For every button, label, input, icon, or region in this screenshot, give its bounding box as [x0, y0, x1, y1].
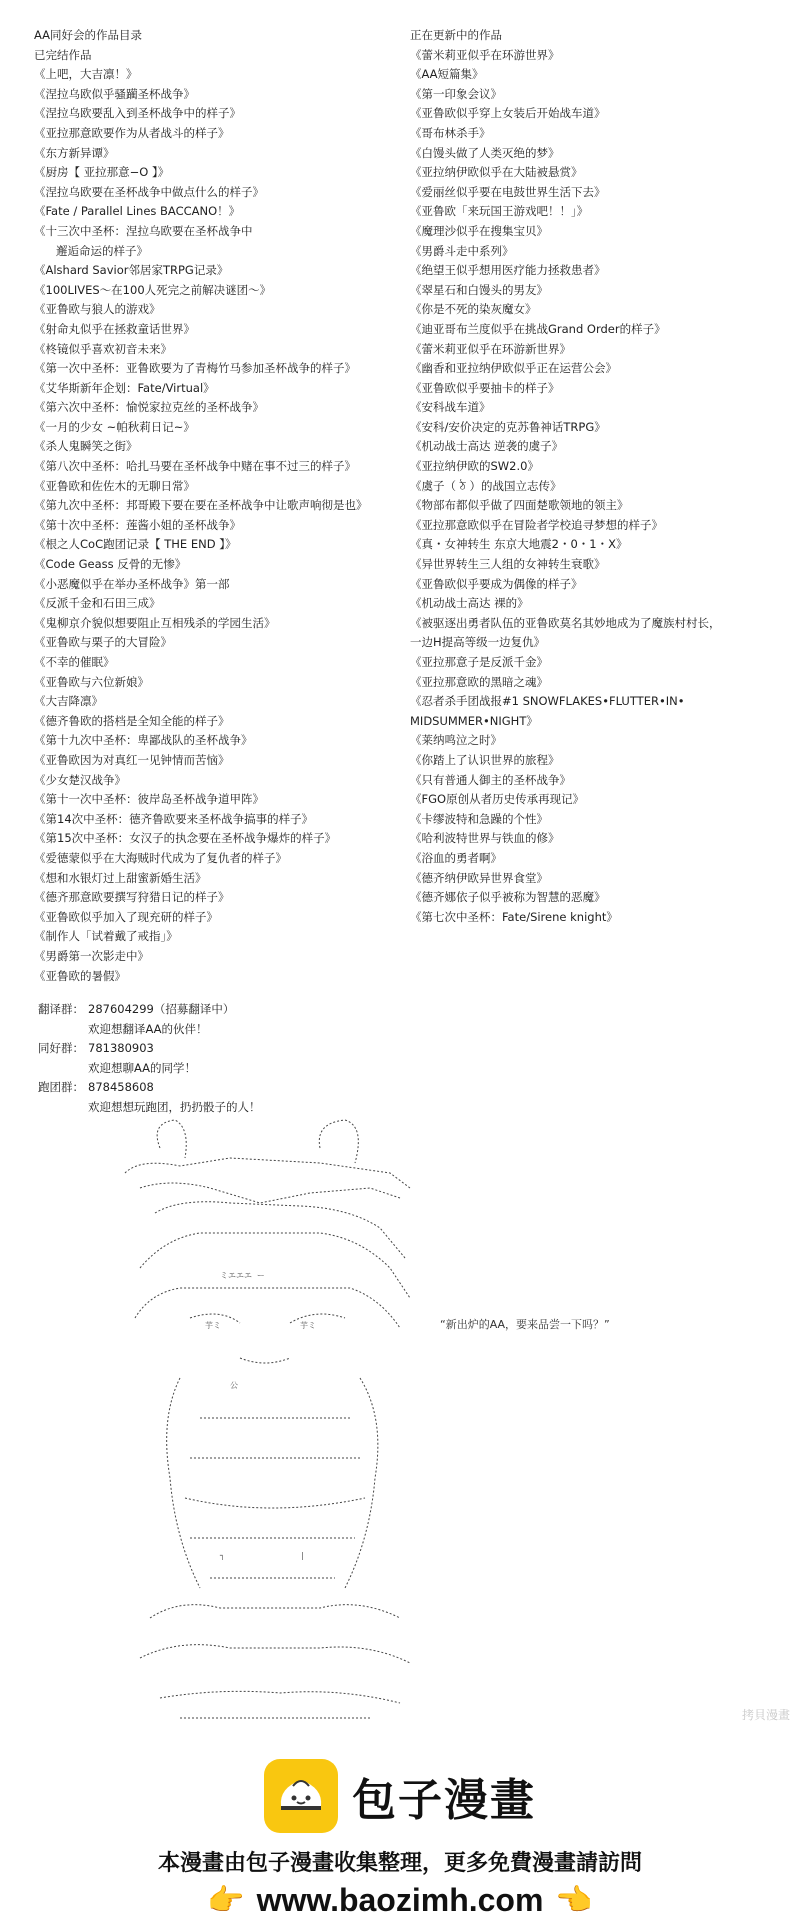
ascii-art-character [120, 1118, 430, 1723]
promo-banner [0, 1748, 800, 1930]
work-title: 《Fate / Parallel Lines BACCANO！》 [34, 204, 241, 219]
work-title: 《东方新异谭》 [34, 145, 115, 160]
work-title: 《涅拉乌欧要乱入到圣杯战争中的样子》 [34, 106, 241, 121]
svg-text:|: | [300, 1551, 305, 1560]
work-title: 《涅拉乌欧似乎骚躏圣杯战争》 [34, 86, 195, 101]
pointing-left-hand-icon: 👈 [555, 1883, 593, 1918]
work-title: 《蕾米莉亚似乎在环游世界》 [410, 47, 560, 62]
work-title: 《Code Geass 反骨的无惨》 [34, 557, 187, 572]
bun-icon [273, 1768, 329, 1824]
work-title: 《小恶魔似乎在举办圣杯战争》第一部 [34, 576, 230, 591]
work-title: 《亚鲁欧「来玩国王游戏吧！！」》 [410, 204, 589, 219]
work-title: 《第十一次中圣杯：彼岸岛圣杯战争道甲阵》 [34, 792, 264, 807]
work-title: 《亚鲁欧似乎穿上女装后开始战车道》 [410, 106, 606, 121]
work-title: 《第十次中圣杯：莲酱小姐的圣杯战争》 [34, 517, 241, 532]
work-title: 《德齐纳伊欧异世界食堂》 [410, 870, 548, 885]
work-title: 《亚鲁欧因为对真红一见钟情而苦恼》 [34, 752, 230, 767]
group-info [38, 1000, 261, 1118]
group-label: 跑团群： [38, 1080, 84, 1095]
work-title: 《浴血的勇者啊》 [410, 850, 502, 865]
section-heading: 已完结作品 [34, 47, 92, 62]
work-title: 《想和水银灯过上甜蜜新婚生活》 [34, 870, 207, 885]
work-title: 《亚拉纳伊欧的SW2.0》 [410, 459, 539, 474]
work-title: 《忍者杀手团战报#1 SNOWFLAKES•FLUTTER•IN• [410, 694, 685, 709]
work-title: 《幽香和亚拉纳伊欧似乎正在运营公会》 [410, 361, 617, 376]
group-number: 781380903 [88, 1041, 154, 1056]
work-title: 《亚鲁欧的暑假》 [34, 968, 126, 983]
brand-row [0, 1756, 800, 1836]
brand-name: 包子漫畫 [352, 1775, 536, 1826]
work-title: 《第十九次中圣杯：卑鄙战队的圣杯战争》 [34, 733, 253, 748]
svg-text:芋ミ: 芋ミ [205, 1321, 221, 1330]
group-note: 欢迎想聊AA的同学！ [88, 1060, 197, 1075]
work-title: 《一月的少女 ~帕秋莉日记~》 [34, 419, 195, 434]
work-title: 《鬼柳京介貌似想要阻止互相残杀的学园生活》 [34, 615, 276, 630]
work-title: 《上吧，大吉凛！》 [34, 67, 138, 82]
work-title: 《十三次中圣杯：涅拉乌欧要在圣杯战争中 [34, 223, 253, 238]
work-title: 《亚鲁欧和佐佐木的无聊日常》 [34, 478, 195, 493]
work-title: 《亚鲁欧与狼人的游戏》 [34, 302, 161, 317]
pointing-right-hand-icon: 👉 [207, 1883, 245, 1918]
completed-works-column [34, 26, 394, 986]
url-row [0, 1882, 800, 1919]
work-title: 《涅拉乌欧要在圣杯战争中做点什么的样子》 [34, 184, 264, 199]
work-title: 《你踏上了认识世界的旅程》 [410, 752, 560, 767]
work-title: 《少女楚汉战争》 [34, 772, 126, 787]
group-label: 翻译群： [38, 1002, 84, 1016]
work-title: 《哈利波特世界与铁血的修》 [410, 831, 560, 846]
work-title: 《迪亚哥布兰度似乎在挑战Grand Order的样子》 [410, 321, 666, 336]
work-title: 《AA短篇集》 [410, 67, 484, 82]
work-title: 《第一次中圣杯：亚鲁欧要为了青梅竹马参加圣杯战争的样子》 [34, 361, 356, 376]
svg-text:┐: ┐ [220, 1551, 225, 1560]
group-note: 欢迎想翻译AA的伙伴！ [88, 1021, 208, 1036]
work-title: 《德齐娜依子似乎被称为智慧的恶魔》 [410, 890, 606, 905]
work-title: 《亚鲁欧与六位新娘》 [34, 674, 149, 689]
work-title: 《哥布林杀手》 [410, 125, 491, 140]
work-title: 《蕾米莉亚似乎在环游新世界》 [410, 341, 571, 356]
work-title: 《安科/安价决定的克苏鲁神话TRPG》 [410, 419, 606, 434]
work-title: 《安科战车道》 [410, 400, 491, 415]
work-title: 《第一印象会议》 [410, 86, 502, 101]
work-title: 《魔理沙似乎在搜集宝贝》 [410, 223, 548, 238]
work-title: 《厨房【 亚拉那意−O 】》 [34, 165, 170, 180]
work-title: 《第八次中圣杯：哈扎马要在圣杯战争中赌在事不过三的样子》 [34, 459, 356, 474]
work-title: 《亚鲁欧似乎加入了现充研的样子》 [34, 909, 218, 924]
work-title: 《亚拉纳伊欧似乎在大陆被悬赏》 [410, 165, 583, 180]
group-note: 欢迎想想玩跑团，扔扔骰子的人！ [88, 1099, 261, 1114]
svg-text:公: 公 [230, 1381, 238, 1390]
work-title: 《只有普通人御主的圣杯战争》 [410, 772, 571, 787]
work-title: 《亚拉那意欧的黑暗之魂》 [410, 674, 548, 689]
watermark: 拷貝漫畫 [741, 1708, 790, 1722]
group-number: 287604299（招募翻译中） [88, 1002, 235, 1016]
work-title: 《爱德蒙似乎在大海贼时代成为了复仇者的样子》 [34, 850, 287, 865]
site-url-link[interactable]: www.baozimh.com [256, 1882, 544, 1918]
ongoing-works-column [410, 26, 790, 927]
work-title: 邂逅命运的样子》 [56, 243, 148, 258]
work-title: 《异世界转生三人组的女神转生衰歌》 [410, 557, 606, 572]
work-title: 《白馒头做了人类灭绝的梦》 [410, 145, 560, 160]
work-title: 《德齐鲁欧的搭档是全知全能的样子》 [34, 713, 230, 728]
aa-quote: “新出炉的AA，要来品尝一下吗？” [440, 1318, 610, 1331]
work-title: 《翠星石和白馒头的男友》 [410, 282, 548, 297]
work-title: 《物部布都似乎做了四面楚歌领地的领主》 [410, 498, 629, 513]
work-title: 《被驱逐出勇者队伍的亚鲁欧莫名其妙地成为了魔族村村长， [410, 615, 721, 630]
work-title: 《男爵第一次影走中》 [34, 948, 149, 963]
work-title: 《FGO原创从者历史传承再现记》 [410, 792, 585, 807]
work-title: 《亚鲁欧与栗子的大冒险》 [34, 635, 172, 650]
work-title: MIDSUMMER•NIGHT》 [410, 713, 538, 728]
work-title: 《制作人「试着戴了戒指」》 [34, 929, 178, 944]
work-title: 《亚鲁欧似乎要成为偶像的样子》 [410, 576, 583, 591]
work-title: 《绝望王似乎想用医疗能力拯救患者》 [410, 263, 606, 278]
work-title: 《虞子（ ঠ ）的战国立志传》 [410, 478, 562, 493]
work-title: 《爱丽丝似乎要在电鼓世界生活下去》 [410, 184, 606, 199]
work-title: 《柊镜似乎喜欢初音未来》 [34, 341, 172, 356]
trpg-group [38, 1078, 261, 1117]
work-title: 《亚拉那意欧似乎在冒险者学校追寻梦想的样子》 [410, 517, 663, 532]
work-title: 一边H提高等级一边复仇》 [410, 635, 546, 650]
work-title: 《根之人CoC跑团记录【 THE END 】》 [34, 537, 237, 552]
work-title: 《Alshard Savior邻居家TRPG记录》 [34, 263, 229, 278]
group-label: 同好群： [38, 1041, 84, 1056]
work-title: 《第九次中圣杯：邦哥殿下要在要在圣杯战争中让歌声响彻是也》 [34, 498, 368, 513]
baozi-logo-icon [264, 1759, 338, 1833]
work-title: 《亚拉那意欧要作为从者战斗的样子》 [34, 125, 230, 140]
work-title: 《艾华斯新年企划：Fate/Virtual》 [34, 380, 215, 395]
work-title: 《机动战士高达 裸的》 [410, 596, 529, 611]
group-number: 878458608 [88, 1080, 154, 1095]
section-heading: 正在更新中的作品 [410, 28, 502, 42]
work-title: 《第15次中圣杯：女汉子的执念要在圣杯战争爆炸的样子》 [34, 831, 337, 846]
work-title: 《莱纳鸣泣之时》 [410, 733, 502, 748]
work-title: 《100LIVES～在100人死完之前解决谜团～》 [34, 282, 272, 297]
work-title: 《反派千金和石田三成》 [34, 596, 161, 611]
work-title: 《杀人鬼瞬笑之街》 [34, 439, 138, 454]
banner-text: 本漫畫由包子漫畫收集整理，更多免費漫畫請訪問 [157, 1851, 642, 1876]
svg-text:ミエエエ ー: ミエエエ ー [220, 1271, 265, 1280]
work-title: 《机动战士高达 逆袭的虞子》 [410, 439, 564, 454]
svg-text:芋ミ: 芋ミ [300, 1321, 316, 1330]
work-title: 《亚鲁欧似乎要抽卡的样子》 [410, 380, 560, 395]
work-title: 《射命丸似乎在拯救童话世界》 [34, 321, 195, 336]
work-title: 《大吉降凛》 [34, 694, 103, 709]
fan-group [38, 1039, 261, 1078]
work-title: 《不幸的催眠》 [34, 655, 115, 669]
work-title: 《真・女神转生 东京大地震2・0・1・X》 [410, 537, 628, 552]
work-title: 《你是不死的染灰魔女》 [410, 302, 537, 317]
translation-group [38, 1000, 261, 1039]
work-title: 《亚拉那意子是反派千金》 [410, 655, 548, 669]
work-title: 《第七次中圣杯：Fate/Sirene knight》 [410, 909, 618, 924]
section-heading: AA同好会的作品目录 [34, 28, 143, 42]
work-title: 《第14次中圣杯：德齐鲁欧要来圣杯战争搞事的样子》 [34, 811, 314, 826]
work-title: 《第六次中圣杯：愉悦家拉克丝的圣杯战争》 [34, 400, 264, 415]
work-title: 《男爵斗走中系列》 [410, 243, 514, 258]
work-title: 《德齐那意欧要撰写狩猎日记的样子》 [34, 890, 230, 905]
work-title: 《卡缪波特和急躁的个性》 [410, 811, 548, 826]
